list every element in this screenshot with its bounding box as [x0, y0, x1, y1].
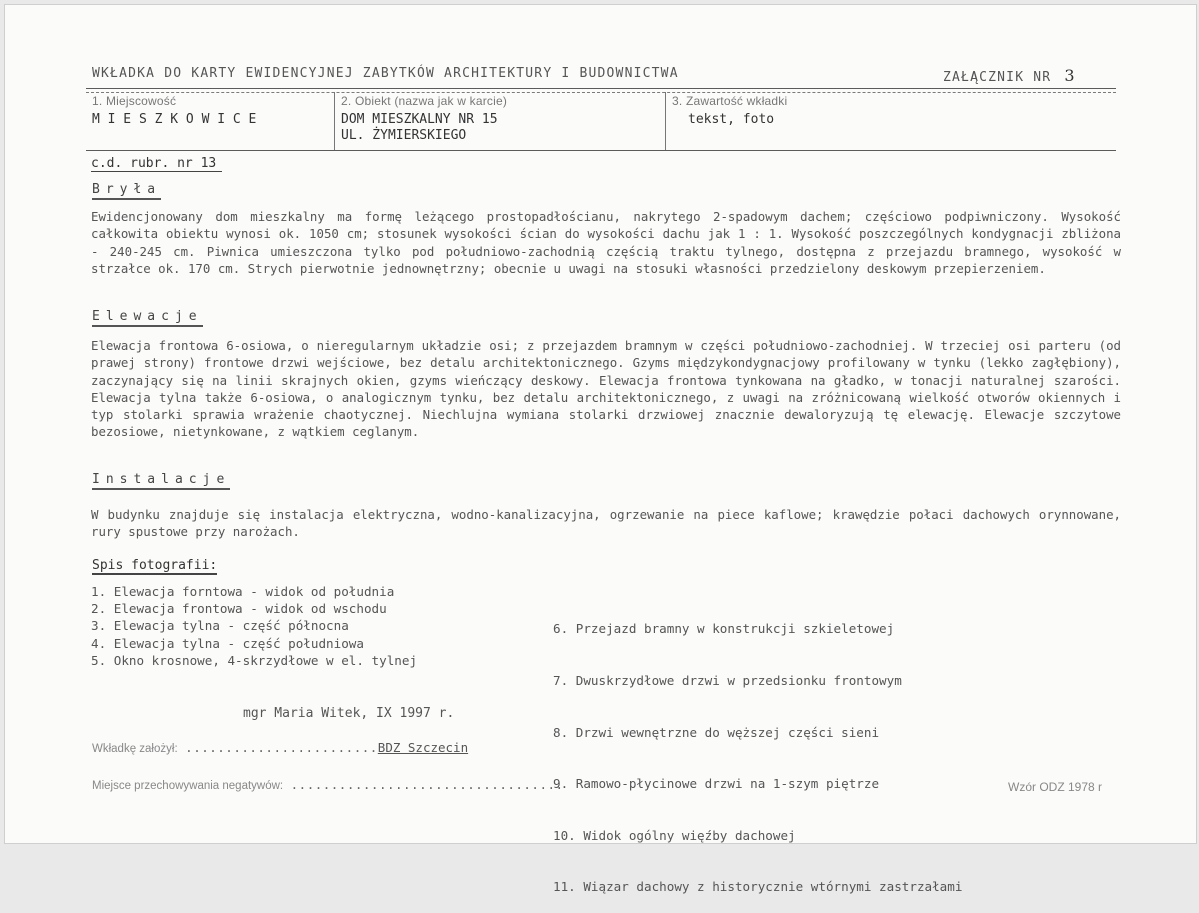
form-code: Wzór ODZ 1978 r [1008, 780, 1103, 794]
photo-list-item: 9. Ramowo-płycinowe drzwi na 1-szym piętrze [553, 776, 880, 792]
photo-list-item: 1. Elewacja forntowa - widok od południa [91, 584, 395, 599]
attachment-number: 3 [1064, 66, 1076, 85]
section-text-instalacje: W budynku znajduje się instalacja elektryczna, wodno-kanalizacyjna, ogrzewanie na piece kaflowe; krawędzie połaci dachowych orynnowane, rury spustowe przy narożach. [91, 507, 1121, 540]
attachment-label-text: ZAŁĄCZNIK NR [943, 70, 1052, 85]
section-text-bryla: Ewidencjonowany dom mieszkalny ma formę leżącego prostopadłościanu, nakrytego 2-spadowym dachem; częściowo podpiwniczony. Wysokość całkowita obiektu wynosi ok. 1050 cm; stosunek wysokości ścian do wysokości dachu jak 1 : 1. Wysokość poszczególnych kondygnacji zbliżona - 240-245 cm. Piwnica umieszczona tylko pod południowo-zachodnią częścią traktu tylnego, dostępna z przejazdu bramnego, wysokość w strzałce ok. 170 cm. Strych pierwotnie jednownętrzny; obecnie u uwagi na stosuki własności przedzielony deskowym przepierzeniem. [91, 209, 1121, 276]
field-place-label: 1. Miejscowość [92, 94, 177, 108]
photo-list-item: 7. Dwuskrzydłowe drzwi w przedsionku frontowym [553, 673, 902, 689]
insert-author-dots: ........................ [185, 740, 378, 755]
field-content-value: tekst, foto [688, 112, 775, 127]
photo-list-item: 10. Widok ogólny więźby dachowej [553, 827, 796, 843]
field-content [672, 94, 787, 127]
photo-list-left [91, 583, 417, 669]
document-title: WKŁADKA DO KARTY EWIDENCYJNEJ ZABYTKÓW ARCHITEKTURY I BUDOWNICTWA [92, 66, 679, 81]
photo-list-item: 11. Wiązar dachowy z historycznie wtórnymi zastrzałami [553, 879, 963, 895]
field-object-value-line2: UL. ŻYMIERSKIEGO [341, 128, 467, 143]
field-content-label: 3. Zawartość wkładki [672, 94, 788, 108]
field-object-label: 2. Obiekt (nazwa jak w karcie) [341, 94, 508, 108]
field-object-value-line1: DOM MIESZKALNY NR 15 [341, 112, 498, 127]
negatives-location-line [92, 777, 564, 792]
photo-list-title: Spis fotografii: [92, 558, 218, 573]
negatives-location-label: Miejsce przechowywania negatywów: [92, 780, 284, 792]
field-object [341, 94, 507, 143]
field-separator [665, 92, 666, 150]
section-text-elewacje: Elewacja frontowa 6-osiowa, o nieregularnym układzie osi; z przejazdem bramnym w części południowo-zachodniej. W trzeciej osi parteru (od prawej strony) frontowe drzwi wejściowe, bez detalu architektonicznego. Gzyms międzykondygnacjowy profilowany w tynku (lekko zagłębiony), zaczynający się na linii skrajnych okien, gzyms wieńczący deskowy. Elewacja frontowa tynkowana na gładko, w tonacji naturalnej szarości. Elewacja tylna także 6-osiowa, o analogicznym tynku, bez detalu architektonicznego, z uwagi na zróżnicowaną wielkość otworów okiennych i typ stolarki sprawia wrażenie chaotycznej. Niechlujna wymiana stolarki drzwiowej znacznie dewaloryzują tę elewację. Elewacje szczytowe bezosiowe, nietynkowane, z wątkiem ceglanym. [91, 338, 1121, 440]
field-place-value: M I E S Z K O W I C E [92, 112, 257, 127]
insert-author-line [92, 740, 468, 755]
field-separator [334, 92, 335, 150]
section-title-bryla: Bryła [92, 182, 161, 200]
photo-list-item: 2. Elewacja frontowa - widok od wschodu [91, 601, 387, 617]
photo-list-right [553, 586, 962, 913]
insert-author-value: BDZ Szczecin [377, 740, 469, 755]
field-place [92, 94, 256, 127]
top-rule [86, 88, 1116, 89]
section-title-instalacje: Instalacje [92, 472, 230, 490]
section-title-elewacje: Elewacje [92, 309, 203, 327]
photo-list-item: 3. Elewacja tylna - część północna [91, 618, 349, 634]
negatives-location-dots: .................................. [290, 777, 564, 792]
insert-author-label: Wkładkę założył: [92, 743, 178, 755]
photo-list-item: 8. Drzwi wewnętrzne do węższej części sieni [553, 724, 880, 740]
photo-list-item: 6. Przejazd bramny w konstrukcji szkieletowej [553, 621, 895, 637]
photo-list-item: 5. Okno krosnowe, 4-skrzydłowe w el. tylnej [91, 652, 418, 668]
photo-list-item: 4. Elewacja tylna - część południowa [91, 635, 364, 651]
attachment-label [943, 66, 1076, 85]
author-signature: mgr Maria Witek, IX 1997 r. [243, 706, 455, 721]
continuation-label: c.d. rubr. nr 13 [91, 156, 222, 172]
